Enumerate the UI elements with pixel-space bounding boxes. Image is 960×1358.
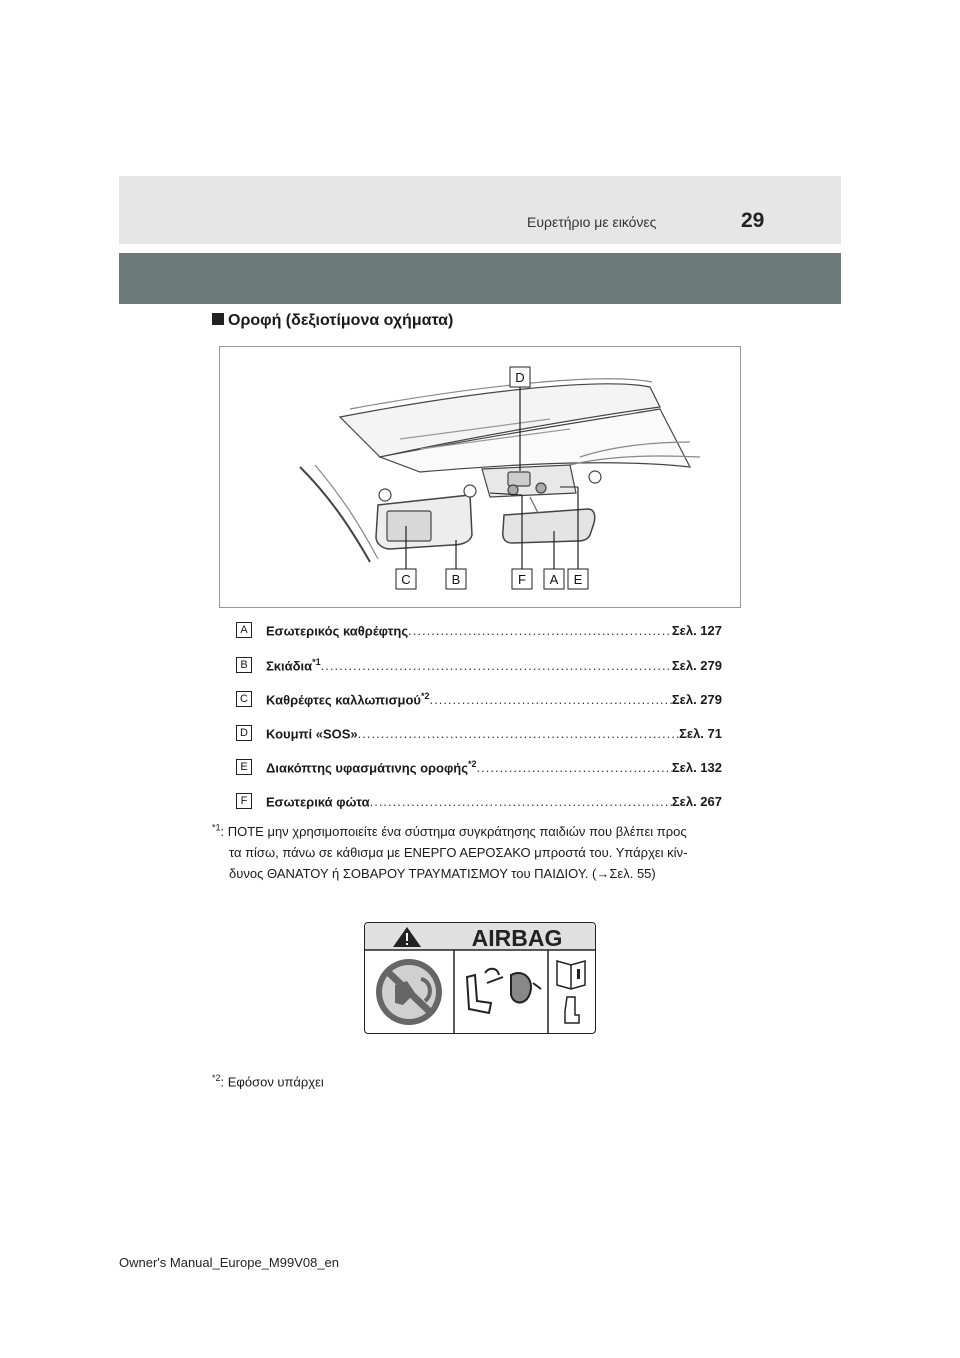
item-page-link[interactable]: Σελ. 267 [671, 793, 722, 809]
item-label: Κουμπί «SOS» [266, 726, 358, 742]
footnote-1-mark: *1 [212, 823, 221, 833]
page-number: 29 [741, 209, 765, 232]
item-key: C [236, 691, 252, 707]
item-key: E [236, 759, 252, 775]
callout-e: E [573, 572, 583, 587]
footnote-2-text: : Εφόσον υπάρχει [220, 1074, 324, 1090]
roof-illustration-drawing [220, 347, 742, 609]
item-label: Εσωτερικά φώτα [266, 794, 370, 810]
footnote-1-line3: δυνος ΘΑΝΑΤΟΥ ή ΣΟΒΑΡΟΥ ΤΡΑΥΜΑΤΙΣΜΟΥ του ΠΑΙΔΙΟΥ. (→Σελ. 55) [229, 866, 656, 882]
manual-reference-icon [557, 961, 585, 1023]
item-label: Καθρέφτες καλλωπισμού [266, 692, 421, 708]
section-heading [212, 312, 453, 330]
header-section-title: Ευρετήριο με εικόνες [527, 214, 657, 230]
callout-f: F [518, 572, 526, 587]
airbag-title: AIRBAG [471, 925, 563, 951]
airbag-label-graphic [365, 923, 596, 1034]
dot-leader [408, 623, 672, 638]
item-footnote-mark: *1 [312, 656, 321, 667]
item-label: Εσωτερικός καθρέφτης [266, 623, 409, 639]
dot-leader [358, 726, 679, 741]
item-key: A [236, 622, 252, 638]
list-item [236, 655, 722, 675]
callout-c: C [401, 572, 411, 587]
dot-leader [321, 658, 672, 673]
item-key: D [236, 725, 252, 741]
item-page-link[interactable]: Σελ. 71 [679, 725, 722, 741]
item-key: F [236, 793, 252, 809]
section-title: Οροφή (δεξιοτίμονα οχήματα) [228, 312, 454, 329]
dot-leader [429, 692, 671, 707]
item-page-link[interactable]: Σελ. 127 [671, 622, 722, 638]
list-item [236, 620, 722, 640]
item-label: Σκιάδια [266, 658, 313, 674]
header-dark-band [119, 253, 841, 304]
airbag-warning-label [364, 922, 596, 1034]
list-item [236, 757, 722, 777]
airbag-deploy-icon [467, 969, 541, 1013]
square-bullet-icon [212, 313, 224, 325]
item-page-link[interactable]: Σελ. 132 [671, 759, 722, 775]
item-page-link[interactable]: Σελ. 279 [671, 691, 722, 707]
list-item [236, 723, 722, 743]
footnote-1-line1: : ΠΟΤΕ μην χρησιμοποιείτε ένα σύστημα συγκράτησης παιδιών που βλέπει προς [220, 824, 687, 840]
dot-leader [370, 794, 672, 809]
list-item [236, 791, 722, 811]
roof-illustration [219, 346, 741, 608]
footnote-1 [212, 818, 687, 884]
document-footer: Owner's Manual_Europe_M99V08_en [119, 1255, 340, 1270]
item-page-link[interactable]: Σελ. 279 [671, 657, 722, 673]
list-item [236, 689, 722, 709]
footnote-2 [212, 1068, 324, 1092]
item-key: B [236, 657, 252, 673]
item-footnote-mark: *2 [468, 758, 477, 769]
footnote-2-mark: *2 [212, 1073, 221, 1083]
no-rear-facing-child-seat-icon [376, 959, 442, 1025]
footnote-1-line2: τα πίσω, πάνω σε κάθισμα με ΕΝΕΡΓΟ ΑΕΡΟΣΑΚΟ μπροστά του. Υπάρχει κίν- [229, 845, 688, 861]
callout-b: B [451, 572, 461, 587]
header-band [119, 176, 841, 244]
item-footnote-mark: *2 [420, 690, 430, 701]
callout-a: A [549, 572, 559, 587]
callout-d: D [515, 370, 525, 385]
item-label: Διακόπτης υφασμάτινης οροφής [266, 760, 468, 776]
dot-leader [477, 760, 672, 775]
